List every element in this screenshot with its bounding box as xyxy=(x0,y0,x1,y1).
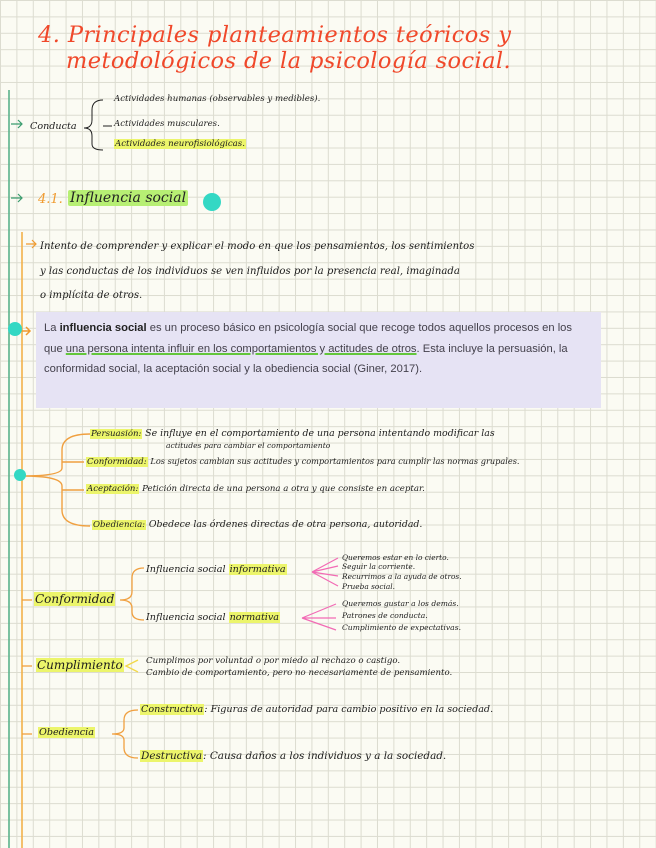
page-title-line1: 4. Principales planteamientos teóricos y xyxy=(38,22,512,48)
tipo-conformidad xyxy=(86,456,520,467)
quote-text: es un proceso básico en psicología social que recoge todos aquellos procesos en los que xyxy=(44,322,573,355)
section-heading: Influencia social xyxy=(70,190,187,206)
quote-text: . Esta incluye la persuasión, la conformidad social, la aceptación social y la obediencia social (Giner, 2017). xyxy=(44,342,568,376)
conducta-label: Conducta xyxy=(30,121,77,132)
tipo-text: Obedece las órdenes directas de otra persona, autoridad. xyxy=(148,519,423,530)
conformidad-label xyxy=(34,592,115,606)
destructiva-label: Destructiva xyxy=(141,750,203,762)
influencia-highlight: informativa xyxy=(229,564,286,575)
tipo-persuasion xyxy=(90,428,495,439)
tipo-aceptacion xyxy=(86,484,425,494)
intento-line: Intento de comprender y explicar el modo en que los pensamientos, los sentimientos xyxy=(40,241,475,252)
tipo-persuasion-line2: actitudes para cambiar el comportamiento xyxy=(166,441,331,450)
informativa-item: Prueba social. xyxy=(342,582,395,591)
obediencia-destructiva xyxy=(140,750,446,762)
cumplimiento-label-text: Cumplimiento xyxy=(37,658,123,672)
informativa-item: Seguir la corriente. xyxy=(342,562,416,571)
quote-underlined: una persona intenta influir en los comportamientos y actitudes de otros xyxy=(65,342,417,355)
obediencia-constructiva xyxy=(140,704,493,715)
influencia-highlight: normativa xyxy=(229,612,280,623)
conducta-item-text: Actividades neurofisiológicas. xyxy=(115,139,245,149)
cumplimiento-line: Cumplimos por voluntad o por miedo al rechazo o castigo. xyxy=(146,656,401,666)
normativa-item: Cumplimiento de expectativas. xyxy=(342,623,462,632)
teal-marker-dot xyxy=(203,193,221,211)
intento-line: y las conductas de los individuos se ven influidos por la presencia real, imaginada xyxy=(40,266,460,277)
influencia-normativa xyxy=(146,612,280,623)
constructiva-label: Constructiva xyxy=(141,704,204,715)
cumplimiento-line: Cambio de comportamiento, pero no necesariamente de pensamiento. xyxy=(146,668,453,678)
tipo-text: Petición directa de una persona a otra y que consiste en aceptar. xyxy=(142,484,425,494)
constructiva-text: : Figuras de autoridad para cambio positivo en la sociedad. xyxy=(204,704,494,715)
conducta-item: Actividades humanas (observables y medibles). xyxy=(114,94,321,104)
cumplimiento-label xyxy=(36,658,124,672)
quote-bold: influencia social xyxy=(59,322,147,334)
tipo-label: Conformidad: xyxy=(87,457,147,467)
conducta-item: Actividades musculares. xyxy=(114,119,220,129)
tipo-text: Los sujetos cambian sus actitudes y comportamientos para cumplir las normas grupales. xyxy=(150,456,520,466)
normativa-item: Patrones de conducta. xyxy=(342,611,428,620)
informativa-item: Recurrimos a la ayuda de otros. xyxy=(342,572,462,581)
definition-quote xyxy=(36,312,601,408)
obediencia-label xyxy=(38,727,95,738)
quote-text: La xyxy=(44,322,60,334)
influencia-prefix: Influencia social xyxy=(146,612,229,623)
conducta-item xyxy=(114,139,246,149)
page-title-line2: metodológicos de la psicología social. xyxy=(66,48,512,74)
tipo-label: Aceptación: xyxy=(87,484,139,494)
intento-line: o implícita de otros. xyxy=(40,290,143,301)
influencia-prefix: Influencia social xyxy=(146,564,229,575)
section-number: 4.1. xyxy=(38,192,63,207)
normativa-item: Queremos gustar a los demás. xyxy=(342,599,459,608)
teal-marker-dot xyxy=(14,469,26,481)
influencia-informativa xyxy=(146,564,287,575)
destructiva-text: : Causa daños a los individuos y a la sociedad. xyxy=(203,750,447,762)
teal-marker-dot xyxy=(8,322,22,336)
tipo-obediencia xyxy=(92,519,422,530)
tipo-label: Obediencia: xyxy=(93,520,146,530)
obediencia-label-text: Obediencia xyxy=(39,727,94,738)
informativa-item: Queremos estar en lo cierto. xyxy=(342,553,449,562)
tipo-label: Persuasión: xyxy=(91,429,142,439)
conformidad-label-text: Conformidad xyxy=(35,592,115,606)
tipo-text: Se influye en el comportamiento de una persona intentando modificar las xyxy=(145,428,495,439)
